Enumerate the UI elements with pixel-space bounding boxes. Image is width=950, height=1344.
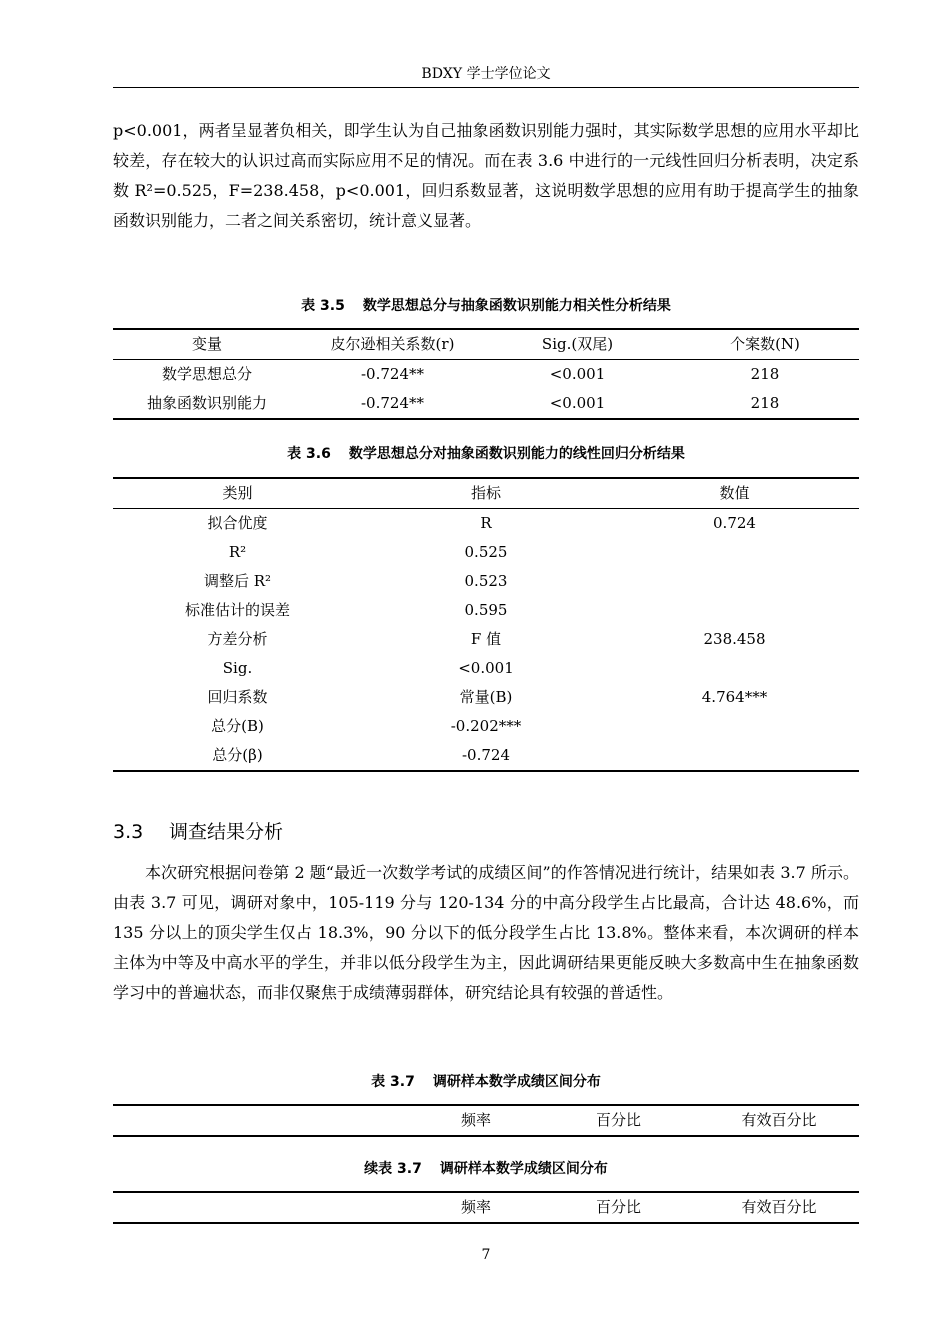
table-row [113, 509, 859, 539]
table-row [113, 567, 859, 596]
running-header: BDXY 学士学位论文 [421, 66, 551, 82]
table-cell [610, 567, 859, 596]
paragraph-analysis: 本次研究根据问卷第 2 题“最近一次数学考试的成绩区间”的作答情况进行统计，结果如表 3.7 所示。由表 3.7 可见，调研对象中，105-119 分与 120-134 分的中高分段学生占比最高，合计达 48.6%，而 135 分以上的顶尖学生仅占 18.3%，90 分以下的低分段学生占比 13.8%。整体来看，本次调研的样本主体为中等及中高水平的学生，并非以低分段学生为主，因此调研结果更能反映大多数高中生在抽象函数学习中的普遍状态，而非仅聚焦于成绩薄弱群体，研究结论具有较强的普适性。 [113, 863, 859, 1002]
table-cell: 标准估计的误差 [184, 601, 290, 619]
table35-header-cell: 变量 [113, 329, 301, 360]
table-cell [610, 596, 859, 625]
table-3-7 [113, 1104, 859, 1137]
table36-header-cell: 类别 [113, 478, 362, 509]
table-3-5-label: 表 3.5 [301, 298, 345, 314]
table-cell: 0.525 [464, 543, 508, 561]
table35-header-cell: Sig.(双尾) [484, 329, 671, 360]
table-3-6-title: 数学思想总分对抽象函数识别能力的线性回归分析结果 [348, 446, 685, 462]
table-row [113, 683, 859, 712]
table-3-7-continued-header-row [113, 1192, 859, 1223]
table-cell: <0.001 [549, 365, 606, 383]
table37-header-cell: 百分比 [595, 1111, 641, 1129]
section-heading [113, 818, 283, 846]
header-rule [113, 87, 859, 88]
table-cell: <0.001 [458, 659, 514, 677]
section-title: 调查结果分析 [169, 821, 284, 843]
table-cell [610, 654, 859, 683]
table37-header-cell: 频率 [460, 1111, 491, 1129]
table-cell: 总分(β) [212, 746, 263, 764]
table-row [113, 360, 859, 390]
table-3-7-label: 表 3.7 [371, 1074, 415, 1090]
table-cell: -0.724** [360, 394, 424, 412]
table-3-7-continued [113, 1191, 859, 1224]
page-number: 7 [481, 1247, 491, 1263]
paragraph-results: p<0.001，两者呈显著负相关，即学生认为自己抽象函数识别能力强时，其实际数学思想的应用水平却比较差，存在较大的认识过高而实际应用不足的情况。而在表 3.6 中进行的一元线性回归分析表明，决定系数 R²=0.525，F=238.458，p<0.001，回归系数显著，这说明数学思想的应用有助于提高学生的抽象函数识别能力，二者之间关系密切，统计意义显著。 [113, 121, 859, 230]
table-row [113, 741, 859, 771]
table-cell: R [480, 514, 492, 532]
table-3-6-header-row [113, 478, 859, 509]
table-3-6 [113, 477, 859, 772]
table36-header-cell: 指标 [362, 478, 610, 509]
table-3-5-header-row [113, 329, 859, 360]
table-3-7-continued-title: 调研样本数学成绩区间分布 [439, 1161, 608, 1177]
table35-header-cell: 个案数(N) [671, 329, 859, 360]
table-cell: F 值 [470, 630, 502, 648]
table-cell: <0.001 [549, 394, 606, 412]
table-row [113, 625, 859, 654]
table37-header-cell [113, 1105, 414, 1136]
table-3-5-title: 数学思想总分与抽象函数识别能力相关性分析结果 [362, 298, 671, 314]
table-3-7-title: 调研样本数学成绩区间分布 [432, 1074, 601, 1090]
table-cell: 抽象函数识别能力 [146, 394, 267, 412]
table-cell: 0.595 [464, 601, 508, 619]
table-cell: 回归系数 [207, 688, 268, 706]
table-3-5-caption [113, 296, 859, 316]
table-cell: 数学思想总分 [161, 365, 252, 383]
table-cell: 218 [750, 365, 780, 383]
table37cont-header-cell [113, 1192, 414, 1223]
table-cell: 总分(B) [211, 717, 264, 735]
table-3-7-continued-label: 续表 3.7 [364, 1161, 422, 1177]
table-3-5 [113, 328, 859, 420]
table-3-7-continued-caption [113, 1159, 859, 1179]
table37cont-header-cell: 有效百分比 [741, 1198, 817, 1216]
table-3-6-caption [113, 444, 859, 464]
table-cell [610, 741, 859, 771]
table-cell: 常量(B) [459, 688, 513, 706]
table-cell: 拟合优度 [207, 514, 268, 532]
table-cell: -0.202*** [450, 717, 522, 735]
table-cell: 238.458 [703, 630, 766, 648]
table-cell: 0.523 [464, 572, 508, 590]
table37cont-header-cell: 频率 [460, 1198, 491, 1216]
table-cell: 218 [750, 394, 780, 412]
table-cell: Sig. [222, 659, 253, 677]
table-cell: 调整后 R² [203, 572, 272, 590]
table-cell: -0.724** [360, 365, 424, 383]
table-row [113, 712, 859, 741]
table-row [113, 596, 859, 625]
table35-header-cell: 皮尔逊相关系数(r) [301, 329, 484, 360]
table-row [113, 538, 859, 567]
table-cell [610, 538, 859, 567]
table-cell: 0.724 [713, 514, 756, 532]
table-cell [610, 712, 859, 741]
table-cell: 方差分析 [207, 630, 268, 648]
section-number: 3.3 [113, 821, 144, 843]
table37-header-cell: 有效百分比 [741, 1111, 817, 1129]
table37cont-header-cell: 百分比 [595, 1198, 641, 1216]
table-cell: 4.764*** [701, 688, 768, 706]
table-3-7-header-row [113, 1105, 859, 1136]
table-row [113, 654, 859, 683]
table-3-7-caption [113, 1072, 859, 1092]
table-cell: -0.724 [461, 746, 510, 764]
table36-header-cell: 数值 [610, 478, 859, 509]
table-row [113, 389, 859, 419]
table-cell: R² [228, 543, 247, 561]
table-3-6-label: 表 3.6 [287, 446, 331, 462]
